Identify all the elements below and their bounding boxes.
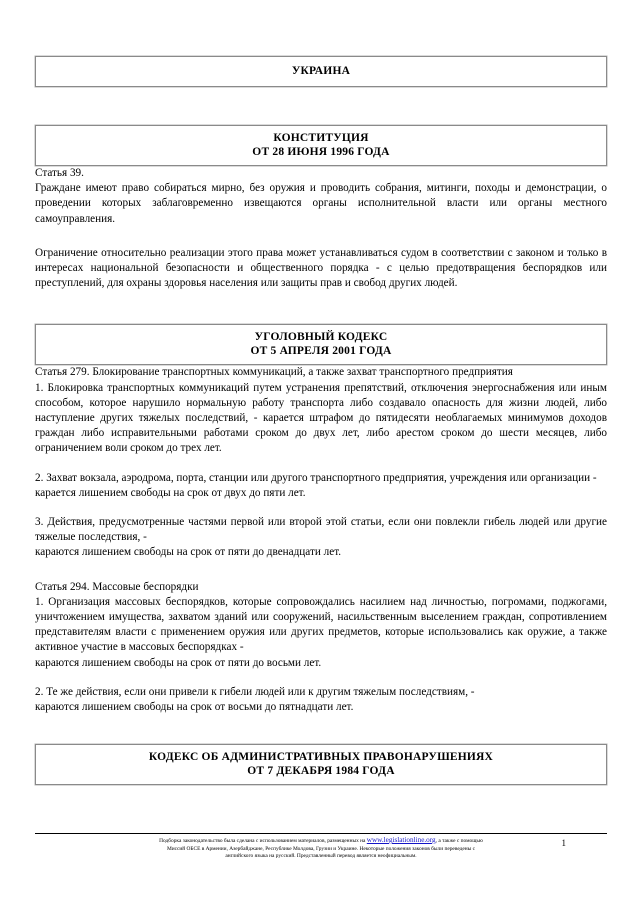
administrative-code-heading-name: КОДЕКС ОБ АДМИНИСТРАТИВНЫХ ПРАВОНАРУШЕНИЯХ (148, 751, 494, 764)
document-content (35, 0, 607, 785)
footer-line-3: английского языка на русский. Представленный перевод является неофициальным. (225, 853, 417, 860)
article-279-part-2: 2. Захват вокзала, аэродрома, порта, станции или другого транспортного предприятия, учреждения или организации - (35, 471, 597, 484)
article-279-part-1: 1. Блокировка транспортных коммуникаций путем устранения препятствий, отключения энергоснабжения или иным способом, которое нарушило нормальную работу транспорта либо создавало опасность для жизни людей, либо наступление других тяжелых последствий, - карается штрафом до пятидесяти необлагаемых минимумов доходов граждан либо исправительными работами сроком до двух лет, либо арестом сроком до шести месяцев, либо ограничением воли сроком до трех лет. (35, 381, 607, 455)
country-title: УКРАИНА (291, 65, 351, 77)
footer-line-1-prefix: Подборка законодательство была сделана с использованием материалов, размещенных на (159, 838, 366, 844)
footer-line-2: Миссий ОБСЕ в Армении, Азербайджане, Республике Молдова, Грузии и Украине. Некоторые положения законов были переведены с (166, 845, 476, 852)
constitution-heading-name: КОНСТИТУЦИЯ (273, 132, 369, 144)
article-294-part-1: 1. Организация массовых беспорядков, которые сопровождались насилием над личностью, погромами, поджогами, уничтожением имущества, захватом зданий или сооружений, насильственным выселением граждан, сопротивлением представителям власти с применением оружия или других предметов, которые использовались как оружие, а также активное участие в массовых беспорядках - (35, 595, 607, 654)
article-279-title: Статья 279. Блокирование транспортных коммуникаций, а также захват транспортного предприятия (35, 366, 513, 379)
article-294-part-2-penalty: караются лишением свободы на срок от восьми до пятнадцати лет. (35, 701, 354, 714)
criminal-code-heading-name: УГОЛОВНЫЙ КОДЕКС (254, 331, 388, 344)
article-39-limits: Ограничение относительно реализации этого права может устанавливаться судом в соответствии с законом и только в интересах национальной безопасности и общественного порядка - с целью предотвращения беспорядков или преступлений, для охраны здоровья населения или защиты прав и свобод других людей. (35, 246, 607, 290)
article-294-title: Статья 294. Массовые беспорядки (35, 580, 199, 593)
administrative-code-heading-date: ОТ 7 ДЕКАБРЯ 1984 ГОДА (247, 765, 395, 778)
article-39-text: Граждане имеют право собираться мирно, без оружия и проводить собрания, митинги, походы и демонстрации, о проведении которых заблаговременно извещаются органы исполнительной власти или органы местного самоуправления. (35, 182, 607, 225)
article-294-part-1-penalty: караются лишением свободы на срок от пяти до восьми лет. (35, 656, 322, 669)
criminal-code-heading-box (35, 324, 607, 365)
administrative-code-heading-box (35, 744, 607, 785)
footer-divider (35, 833, 607, 834)
article-279-part-2-penalty: карается лишением свободы на срок от двух до пяти лет. (35, 486, 306, 499)
page-number-area (0, 838, 572, 849)
article-279-part-3: 3. Действия, предусмотренные частями первой или второй этой статьи, если они повлекли гибель людей или другие тяжелые последствия, - (35, 516, 607, 544)
footer-line-1-suffix: , а также с помощью (435, 838, 483, 844)
criminal-code-heading-date: ОТ 5 АПРЕЛЯ 2001 ГОДА (250, 345, 392, 358)
article-294-part-2: 2. Те же действия, если они привели к гибели людей или к другим тяжелым последствиям, - (35, 685, 475, 698)
constitution-heading-box (35, 125, 607, 166)
page-number: 1 (561, 838, 566, 848)
country-title-box (35, 56, 607, 87)
article-39-number: Статья 39. (35, 167, 84, 179)
legislationline-link[interactable]: www.legislationline.org (366, 836, 436, 844)
article-279-part-3-penalty: караются лишением свободы на срок от пяти до двенадцати лет. (35, 546, 342, 559)
constitution-heading-date: ОТ 28 ИЮНЯ 1996 ГОДА (252, 146, 390, 158)
